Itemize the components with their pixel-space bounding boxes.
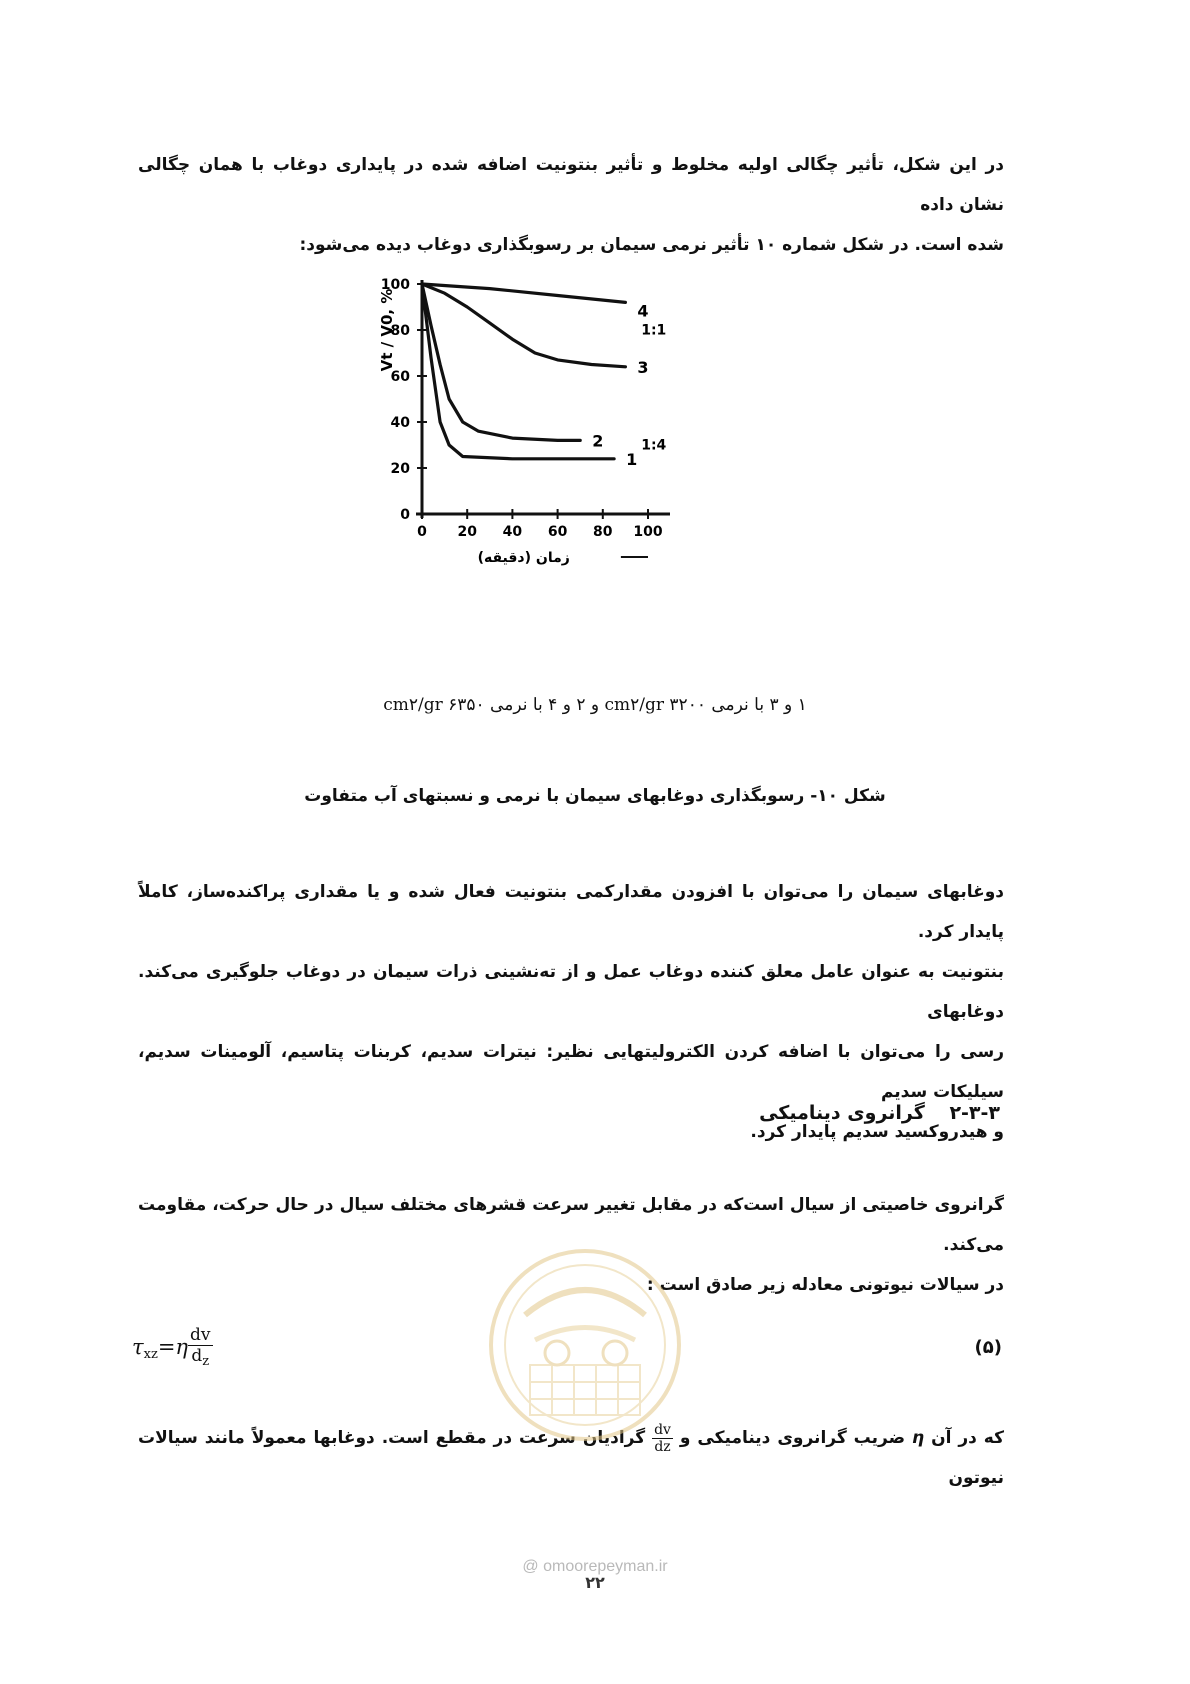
x-tick-label: 80 xyxy=(593,524,613,540)
body1-line-3: رسی را می‌توان با اضافه کردن الکترولیتهایی نظیر: نیترات سدیم، کربنات پتاسیم، آلومینات سدیم، سیلیکات سدیم xyxy=(138,1042,1004,1102)
newton-viscosity-equation xyxy=(132,1325,213,1372)
body3-after: گرادیان سرعت در مقطع است. دوغابها معمولاً مانند سیالات نیوتون xyxy=(138,1428,1004,1488)
eq-tau: τ xyxy=(132,1335,144,1359)
section-title: گرانروی دینامیکی xyxy=(759,1102,925,1124)
equation-number: (۵) xyxy=(974,1337,1002,1358)
watermark-url: @ omoorepeyman.ir xyxy=(522,1558,668,1575)
body2-line-2: در سیالات نیوتونی معادله زیر صادق است : xyxy=(646,1275,1004,1295)
x-tick-label: 40 xyxy=(502,524,523,540)
section-heading xyxy=(759,1102,1000,1124)
figure-note: ۱ و ۳ با نرمی cm۲/gr ۳۲۰۰ و ۲ و ۴ با نرمی cm۲/gr ۶۳۵۰ xyxy=(383,695,807,715)
eq-fraction xyxy=(188,1325,213,1372)
series-label-1: 1 xyxy=(626,449,638,469)
intro-paragraph xyxy=(138,145,1004,265)
intro-line-2: شده است. در شکل شماره ۱۰ تأثیر نرمی سیمان بر رسوبگذاری دوغاب دیده می‌شود: xyxy=(299,235,1004,255)
x-tick-label: 100 xyxy=(633,524,663,540)
y-tick-label: 100 xyxy=(380,277,410,293)
y-tick-label: 0 xyxy=(400,507,410,523)
eq-frac-den-sub: z xyxy=(202,1354,210,1369)
y-tick-label: 60 xyxy=(390,369,410,385)
series-label-4: 4 xyxy=(637,301,649,321)
series-label-2: 2 xyxy=(592,431,604,451)
body3-frac-den: dz xyxy=(654,1438,671,1455)
eq-frac-den xyxy=(188,1346,213,1372)
x-tick-label: 60 xyxy=(547,524,568,540)
series-line-3 xyxy=(422,284,625,367)
intro-line-1: در این شکل، تأثیر چگالی اولیه مخلوط و تأثیر بنتونیت اضافه شده در پایداری دوغاب با همان چگالی نشان داده xyxy=(138,155,1004,215)
section-number: ۲-۳-۳ xyxy=(949,1102,1000,1124)
group-label-1-1: 1:1 xyxy=(641,322,667,339)
sedimentation-chart xyxy=(370,277,690,588)
eq-frac-den-d: d xyxy=(191,1346,203,1366)
x-tick-label: 0 xyxy=(417,524,427,540)
y-tick-label: 80 xyxy=(390,323,410,339)
watermark-logo xyxy=(485,1245,685,1445)
eq-eta: =η xyxy=(157,1335,188,1359)
group-label-1-4: 1:4 xyxy=(641,437,667,454)
chart-axes xyxy=(416,280,670,518)
eq-frac-num: dv xyxy=(190,1325,211,1345)
x-axis-label: زمان (دقیقه) xyxy=(477,550,570,566)
body1-line-1: دوغابهای سیمان را می‌توان با افزودن مقدارکمی بنتونیت فعال شده و یا مقداری پراکنده‌ساز، کاملاً پایدار کرد. xyxy=(138,882,1004,942)
watermark-url-text: omoorepeyman.ir xyxy=(543,1558,668,1575)
body1-line-4: و هیدروکسید سدیم پایدار کرد. xyxy=(750,1122,1004,1142)
series-line-2 xyxy=(422,284,580,440)
series-label-3: 3 xyxy=(637,357,649,377)
page-number: ۲۲ xyxy=(585,1573,605,1592)
y-axis-label: Vt / V0, % xyxy=(378,288,396,372)
figure-caption: شکل ۱۰- رسوبگذاری دوغابهای سیمان با نرمی و نسبتهای آب متفاوت xyxy=(304,786,886,806)
y-tick-label: 40 xyxy=(390,415,410,431)
body3-eta: η xyxy=(912,1428,925,1448)
body1-line-2: بنتونیت به عنوان عامل معلق کننده دوغاب عمل و از تەنشینی ذرات سیمان در دوغاب جلوگیری می‌کند. دوغابهای xyxy=(138,962,1004,1022)
body3-before: که در آن xyxy=(931,1428,1005,1448)
body3-middle: ضریب گرانروی دینامیکی و xyxy=(679,1428,906,1448)
eq-tau-sub: xz xyxy=(143,1347,158,1362)
body2-line-1: گرانروی خاصیتی از سیال است‌که در مقابل تغییر سرعت قشرهای مختلف سیال در حال حرکت، مقاومت می‌کند. xyxy=(138,1195,1004,1255)
y-tick-label: 20 xyxy=(390,461,410,477)
series-line-1 xyxy=(422,284,614,459)
x-tick-label: 20 xyxy=(457,524,477,540)
body3-frac-num: dv xyxy=(654,1421,671,1438)
